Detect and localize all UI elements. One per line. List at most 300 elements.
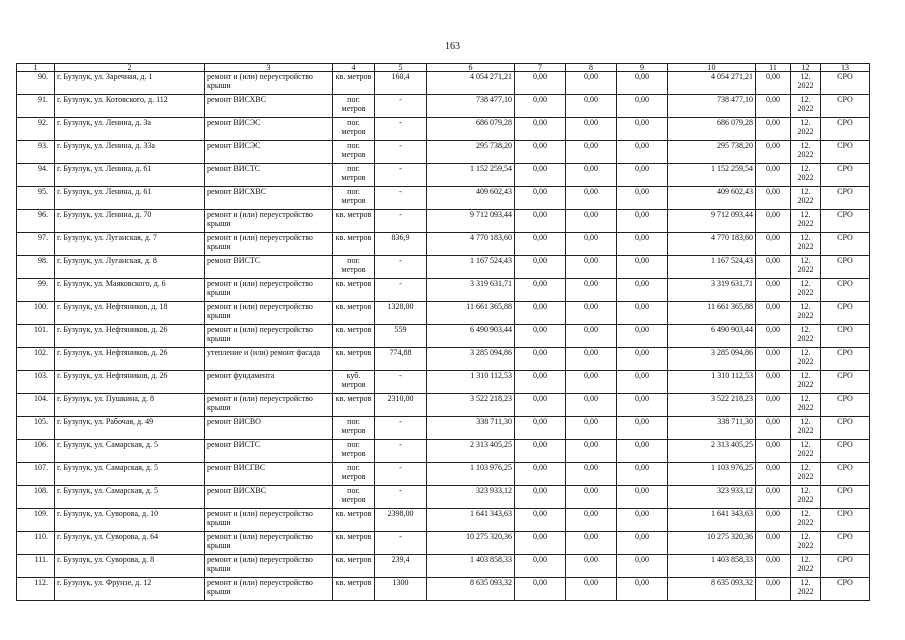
address-cell: г. Бузулук, ул. Ленина, д. 61 — [55, 187, 205, 210]
work-type-cell: ремонт фундамента — [205, 371, 333, 394]
method-cell: СРО — [821, 233, 870, 256]
quantity-cell: 160,4 — [375, 72, 427, 95]
unit-cell: пог. метров — [333, 486, 375, 509]
column-number: 5 — [375, 64, 427, 72]
total-cost-cell: 1 103 976,25 — [427, 463, 515, 486]
total-cost-cell: 6 490 903,44 — [427, 325, 515, 348]
method-cell: СРО — [821, 371, 870, 394]
fund-cell: 0,00 — [617, 532, 668, 555]
quantity-cell: - — [375, 417, 427, 440]
work-type-cell: ремонт и (или) переустройство крыши — [205, 302, 333, 325]
total-cost-cell: 1 310 112,53 — [427, 371, 515, 394]
fund-cell: 0,00 — [617, 72, 668, 95]
page-number: 163 — [445, 41, 460, 52]
row-number: 108. — [17, 486, 55, 509]
address-cell: г. Бузулук, ул. Самарская, д. 5 — [55, 486, 205, 509]
address-cell: г. Бузулук, ул. Ленина, д. 33а — [55, 141, 205, 164]
address-cell: г. Бузулук, ул. Пушкина, д. 8 — [55, 394, 205, 417]
fund-cell: 0,00 — [617, 440, 668, 463]
table-row — [17, 486, 870, 509]
method-cell: СРО — [821, 555, 870, 578]
fund-cell: 0,00 — [566, 72, 617, 95]
total-cost-cell: 1 641 343,63 — [427, 509, 515, 532]
fund-cell: 0,00 — [756, 532, 791, 555]
fund-cell: 0,00 — [756, 371, 791, 394]
method-cell: СРО — [821, 256, 870, 279]
table-row — [17, 509, 870, 532]
fund-cell: 0,00 — [756, 72, 791, 95]
quantity-cell: - — [375, 256, 427, 279]
fund-cell: 0,00 — [515, 394, 566, 417]
fund-cell: 0,00 — [515, 302, 566, 325]
column-number: 13 — [821, 64, 870, 72]
unit-cell: пог. метров — [333, 95, 375, 118]
table-row — [17, 233, 870, 256]
period-cell: 12. 2022 — [791, 118, 821, 141]
method-cell: СРО — [821, 532, 870, 555]
fund-cell: 0,00 — [515, 210, 566, 233]
work-type-cell: ремонт и (или) переустройство крыши — [205, 578, 333, 601]
row-number: 110. — [17, 532, 55, 555]
fund-total-cell: 3 285 094,86 — [668, 348, 756, 371]
column-number: 8 — [566, 64, 617, 72]
work-type-cell: ремонт ВИСТС — [205, 164, 333, 187]
address-cell: г. Бузулук, ул. Суворова, д. 64 — [55, 532, 205, 555]
fund-cell: 0,00 — [756, 141, 791, 164]
fund-cell: 0,00 — [566, 302, 617, 325]
column-number: 3 — [205, 64, 333, 72]
work-type-cell: ремонт ВИСЭС — [205, 141, 333, 164]
quantity-cell: - — [375, 463, 427, 486]
fund-cell: 0,00 — [566, 486, 617, 509]
address-cell: г. Бузулук, ул. Ленина, д. 61 — [55, 164, 205, 187]
table-row — [17, 348, 870, 371]
table-row — [17, 210, 870, 233]
fund-cell: 0,00 — [756, 440, 791, 463]
method-cell: СРО — [821, 440, 870, 463]
total-cost-cell: 295 738,20 — [427, 141, 515, 164]
fund-cell: 0,00 — [617, 578, 668, 601]
fund-cell: 0,00 — [756, 555, 791, 578]
quantity-cell: - — [375, 164, 427, 187]
fund-cell: 0,00 — [617, 417, 668, 440]
quantity-cell: - — [375, 141, 427, 164]
fund-cell: 0,00 — [515, 348, 566, 371]
row-number: 96. — [17, 210, 55, 233]
fund-total-cell: 295 738,20 — [668, 141, 756, 164]
fund-total-cell: 409 602,43 — [668, 187, 756, 210]
fund-cell: 0,00 — [566, 463, 617, 486]
row-number: 98. — [17, 256, 55, 279]
period-cell: 12. 2022 — [791, 578, 821, 601]
fund-cell: 0,00 — [566, 279, 617, 302]
work-type-cell: ремонт и (или) переустройство крыши — [205, 509, 333, 532]
quantity-cell: 1328,00 — [375, 302, 427, 325]
fund-cell: 0,00 — [756, 348, 791, 371]
unit-cell: пог. метров — [333, 440, 375, 463]
table-row — [17, 256, 870, 279]
fund-cell: 0,00 — [566, 256, 617, 279]
fund-cell: 0,00 — [756, 95, 791, 118]
method-cell: СРО — [821, 72, 870, 95]
fund-cell: 0,00 — [756, 279, 791, 302]
table-row — [17, 463, 870, 486]
period-cell: 12. 2022 — [791, 210, 821, 233]
row-number: 90. — [17, 72, 55, 95]
period-cell: 12. 2022 — [791, 256, 821, 279]
unit-cell: кв. метров — [333, 233, 375, 256]
quantity-cell: 2398,00 — [375, 509, 427, 532]
method-cell: СРО — [821, 578, 870, 601]
column-number: 10 — [668, 64, 756, 72]
fund-cell: 0,00 — [515, 578, 566, 601]
fund-cell: 0,00 — [617, 302, 668, 325]
quantity-cell: 239,4 — [375, 555, 427, 578]
table-row — [17, 72, 870, 95]
period-cell: 12. 2022 — [791, 302, 821, 325]
fund-cell: 0,00 — [617, 371, 668, 394]
method-cell: СРО — [821, 417, 870, 440]
table-row — [17, 164, 870, 187]
fund-cell: 0,00 — [515, 325, 566, 348]
table-row — [17, 95, 870, 118]
fund-cell: 0,00 — [617, 233, 668, 256]
address-cell: г. Бузулук, ул. Суворова, д. 8 — [55, 555, 205, 578]
address-cell: г. Бузулук, ул. Нефтяников, д. 18 — [55, 302, 205, 325]
row-number: 103. — [17, 371, 55, 394]
fund-cell: 0,00 — [617, 187, 668, 210]
fund-cell: 0,00 — [566, 532, 617, 555]
fund-cell: 0,00 — [756, 118, 791, 141]
fund-cell: 0,00 — [515, 95, 566, 118]
period-cell: 12. 2022 — [791, 325, 821, 348]
fund-cell: 0,00 — [756, 210, 791, 233]
fund-cell: 0,00 — [756, 256, 791, 279]
unit-cell: кв. метров — [333, 279, 375, 302]
address-cell: г. Бузулук, ул. Рабочая, д. 49 — [55, 417, 205, 440]
row-number: 112. — [17, 578, 55, 601]
fund-cell: 0,00 — [515, 164, 566, 187]
fund-total-cell: 10 275 320,36 — [668, 532, 756, 555]
fund-cell: 0,00 — [756, 164, 791, 187]
total-cost-cell: 11 661 365,88 — [427, 302, 515, 325]
row-number: 93. — [17, 141, 55, 164]
fund-cell: 0,00 — [566, 187, 617, 210]
fund-cell: 0,00 — [756, 394, 791, 417]
total-cost-cell: 3 319 631,71 — [427, 279, 515, 302]
fund-cell: 0,00 — [566, 210, 617, 233]
address-cell: г. Бузулук, ул. Самарская, д. 5 — [55, 463, 205, 486]
column-number: 7 — [515, 64, 566, 72]
period-cell: 12. 2022 — [791, 187, 821, 210]
table-body — [17, 72, 870, 601]
row-number: 106. — [17, 440, 55, 463]
fund-cell: 0,00 — [617, 118, 668, 141]
address-cell: г. Бузулук, ул. Заречная, д. 1 — [55, 72, 205, 95]
table-row — [17, 440, 870, 463]
total-cost-cell: 3 285 094,86 — [427, 348, 515, 371]
table-row — [17, 118, 870, 141]
address-cell: г. Бузулук, ул. Ленина, д. 3а — [55, 118, 205, 141]
row-number: 101. — [17, 325, 55, 348]
quantity-cell: 774,88 — [375, 348, 427, 371]
fund-cell: 0,00 — [756, 509, 791, 532]
total-cost-cell: 1 167 524,43 — [427, 256, 515, 279]
total-cost-cell: 3 522 218,23 — [427, 394, 515, 417]
period-cell: 12. 2022 — [791, 164, 821, 187]
address-cell: г. Бузулук, ул. Луганская, д. 8 — [55, 256, 205, 279]
period-cell: 12. 2022 — [791, 72, 821, 95]
fund-cell: 0,00 — [515, 233, 566, 256]
quantity-cell: - — [375, 187, 427, 210]
period-cell: 12. 2022 — [791, 141, 821, 164]
work-type-cell: ремонт ВИСЭС — [205, 118, 333, 141]
method-cell: СРО — [821, 187, 870, 210]
fund-cell: 0,00 — [756, 486, 791, 509]
fund-total-cell: 1 152 259,54 — [668, 164, 756, 187]
method-cell: СРО — [821, 95, 870, 118]
fund-cell: 0,00 — [515, 141, 566, 164]
fund-cell: 0,00 — [566, 509, 617, 532]
quantity-cell: - — [375, 279, 427, 302]
address-cell: г. Бузулук, ул. Нефтяников, д. 26 — [55, 348, 205, 371]
table-row — [17, 302, 870, 325]
fund-cell: 0,00 — [515, 187, 566, 210]
quantity-cell: - — [375, 532, 427, 555]
address-cell: г. Бузулук, ул. Ленина, д. 70 — [55, 210, 205, 233]
work-type-cell: ремонт и (или) переустройство крыши — [205, 72, 333, 95]
work-type-cell: ремонт ВИСТС — [205, 440, 333, 463]
unit-cell: кв. метров — [333, 210, 375, 233]
unit-cell: кв. метров — [333, 532, 375, 555]
total-cost-cell: 1 403 858,33 — [427, 555, 515, 578]
quantity-cell: 2310,00 — [375, 394, 427, 417]
fund-cell: 0,00 — [617, 95, 668, 118]
row-number: 99. — [17, 279, 55, 302]
work-type-cell: ремонт ВИСХВС — [205, 486, 333, 509]
unit-cell: кв. метров — [333, 72, 375, 95]
quantity-cell: 836,9 — [375, 233, 427, 256]
address-cell: г. Бузулук, ул. Фрунзе, д. 12 — [55, 578, 205, 601]
unit-cell: кв. метров — [333, 394, 375, 417]
unit-cell: кв. метров — [333, 578, 375, 601]
fund-cell: 0,00 — [617, 463, 668, 486]
unit-cell: кв. метров — [333, 348, 375, 371]
period-cell: 12. 2022 — [791, 394, 821, 417]
row-number: 91. — [17, 95, 55, 118]
method-cell: СРО — [821, 348, 870, 371]
total-cost-cell: 4 770 183,60 — [427, 233, 515, 256]
fund-cell: 0,00 — [515, 279, 566, 302]
fund-cell: 0,00 — [617, 210, 668, 233]
fund-cell: 0,00 — [515, 509, 566, 532]
table-row — [17, 532, 870, 555]
table-row — [17, 141, 870, 164]
unit-cell: пог. метров — [333, 164, 375, 187]
unit-cell: кв. метров — [333, 325, 375, 348]
quantity-cell: - — [375, 440, 427, 463]
fund-cell: 0,00 — [515, 371, 566, 394]
fund-cell: 0,00 — [617, 256, 668, 279]
fund-cell: 0,00 — [617, 394, 668, 417]
fund-cell: 0,00 — [617, 141, 668, 164]
fund-cell: 0,00 — [617, 164, 668, 187]
column-number-row — [17, 64, 870, 72]
column-number: 6 — [427, 64, 515, 72]
total-cost-cell: 409 602,43 — [427, 187, 515, 210]
fund-total-cell: 11 661 365,88 — [668, 302, 756, 325]
fund-cell: 0,00 — [566, 325, 617, 348]
fund-total-cell: 4 054 271,21 — [668, 72, 756, 95]
fund-total-cell: 3 522 218,23 — [668, 394, 756, 417]
fund-cell: 0,00 — [566, 164, 617, 187]
unit-cell: кв. метров — [333, 302, 375, 325]
fund-cell: 0,00 — [617, 348, 668, 371]
work-type-cell: утепление и (или) ремонт фасада — [205, 348, 333, 371]
fund-cell: 0,00 — [515, 440, 566, 463]
period-cell: 12. 2022 — [791, 486, 821, 509]
period-cell: 12. 2022 — [791, 509, 821, 532]
fund-total-cell: 1 641 343,63 — [668, 509, 756, 532]
fund-total-cell: 1 167 524,43 — [668, 256, 756, 279]
total-cost-cell: 9 712 093,44 — [427, 210, 515, 233]
fund-cell: 0,00 — [515, 463, 566, 486]
work-type-cell: ремонт ВИСТС — [205, 256, 333, 279]
column-number: 11 — [756, 64, 791, 72]
fund-cell: 0,00 — [756, 417, 791, 440]
fund-cell: 0,00 — [617, 509, 668, 532]
fund-cell: 0,00 — [566, 394, 617, 417]
work-type-cell: ремонт и (или) переустройство крыши — [205, 279, 333, 302]
work-type-cell: ремонт ВИСВО — [205, 417, 333, 440]
unit-cell: кв. метров — [333, 509, 375, 532]
quantity-cell: - — [375, 118, 427, 141]
fund-cell: 0,00 — [566, 371, 617, 394]
work-type-cell: ремонт ВИСХВС — [205, 95, 333, 118]
method-cell: СРО — [821, 394, 870, 417]
unit-cell: пог. метров — [333, 187, 375, 210]
work-type-cell: ремонт и (или) переустройство крыши — [205, 532, 333, 555]
period-cell: 12. 2022 — [791, 371, 821, 394]
table-row — [17, 578, 870, 601]
fund-cell: 0,00 — [756, 233, 791, 256]
fund-cell: 0,00 — [566, 555, 617, 578]
method-cell: СРО — [821, 486, 870, 509]
row-number: 104. — [17, 394, 55, 417]
fund-cell: 0,00 — [617, 486, 668, 509]
row-number: 100. — [17, 302, 55, 325]
fund-total-cell: 6 490 903,44 — [668, 325, 756, 348]
period-cell: 12. 2022 — [791, 279, 821, 302]
table-row — [17, 279, 870, 302]
fund-cell: 0,00 — [566, 233, 617, 256]
fund-cell: 0,00 — [566, 141, 617, 164]
fund-total-cell: 686 079,28 — [668, 118, 756, 141]
work-type-cell: ремонт ВИСХВС — [205, 187, 333, 210]
period-cell: 12. 2022 — [791, 532, 821, 555]
fund-cell: 0,00 — [515, 72, 566, 95]
method-cell: СРО — [821, 463, 870, 486]
quantity-cell: - — [375, 210, 427, 233]
row-number: 97. — [17, 233, 55, 256]
address-cell: г. Бузулук, ул. Суворова, д. 10 — [55, 509, 205, 532]
fund-cell: 0,00 — [756, 302, 791, 325]
period-cell: 12. 2022 — [791, 417, 821, 440]
column-number: 9 — [617, 64, 668, 72]
row-number: 111. — [17, 555, 55, 578]
work-type-cell: ремонт ВИСГВС — [205, 463, 333, 486]
row-number: 94. — [17, 164, 55, 187]
period-cell: 12. 2022 — [791, 233, 821, 256]
fund-cell: 0,00 — [566, 578, 617, 601]
period-cell: 12. 2022 — [791, 555, 821, 578]
quantity-cell: - — [375, 371, 427, 394]
address-cell: г. Бузулук, ул. Котовского, д. 112 — [55, 95, 205, 118]
fund-cell: 0,00 — [566, 440, 617, 463]
fund-cell: 0,00 — [566, 95, 617, 118]
fund-cell: 0,00 — [515, 118, 566, 141]
column-number: 2 — [55, 64, 205, 72]
table-row — [17, 187, 870, 210]
fund-cell: 0,00 — [617, 555, 668, 578]
fund-cell: 0,00 — [515, 417, 566, 440]
work-type-cell: ремонт и (или) переустройство крыши — [205, 394, 333, 417]
fund-cell: 0,00 — [515, 555, 566, 578]
address-cell: г. Бузулук, ул. Нефтяников, д. 26 — [55, 325, 205, 348]
method-cell: СРО — [821, 325, 870, 348]
row-number: 105. — [17, 417, 55, 440]
total-cost-cell: 10 275 320,36 — [427, 532, 515, 555]
fund-total-cell: 9 712 093,44 — [668, 210, 756, 233]
row-number: 107. — [17, 463, 55, 486]
fund-cell: 0,00 — [756, 187, 791, 210]
unit-cell: пог. метров — [333, 463, 375, 486]
total-cost-cell: 1 152 259,54 — [427, 164, 515, 187]
fund-cell: 0,00 — [756, 578, 791, 601]
fund-cell: 0,00 — [756, 325, 791, 348]
address-cell: г. Бузулук, ул. Маяковского, д. 6 — [55, 279, 205, 302]
fund-total-cell: 323 933,12 — [668, 486, 756, 509]
address-cell: г. Бузулук, ул. Нефтяников, д. 26 — [55, 371, 205, 394]
fund-total-cell: 338 711,30 — [668, 417, 756, 440]
work-type-cell: ремонт и (или) переустройство крыши — [205, 555, 333, 578]
fund-total-cell: 8 635 093,32 — [668, 578, 756, 601]
fund-total-cell: 2 313 405,25 — [668, 440, 756, 463]
table-row — [17, 325, 870, 348]
column-number: 4 — [333, 64, 375, 72]
column-number: 12 — [791, 64, 821, 72]
table-row — [17, 555, 870, 578]
row-number: 102. — [17, 348, 55, 371]
method-cell: СРО — [821, 164, 870, 187]
quantity-cell: 1300 — [375, 578, 427, 601]
total-cost-cell: 2 313 405,25 — [427, 440, 515, 463]
fund-cell: 0,00 — [566, 118, 617, 141]
total-cost-cell: 738 477,10 — [427, 95, 515, 118]
fund-cell: 0,00 — [515, 532, 566, 555]
method-cell: СРО — [821, 141, 870, 164]
period-cell: 12. 2022 — [791, 348, 821, 371]
work-type-cell: ремонт и (или) переустройство крыши — [205, 210, 333, 233]
fund-total-cell: 1 310 112,53 — [668, 371, 756, 394]
row-number: 109. — [17, 509, 55, 532]
fund-cell: 0,00 — [515, 486, 566, 509]
period-cell: 12. 2022 — [791, 463, 821, 486]
row-number: 92. — [17, 118, 55, 141]
fund-total-cell: 738 477,10 — [668, 95, 756, 118]
total-cost-cell: 8 635 093,32 — [427, 578, 515, 601]
work-type-cell: ремонт и (или) переустройство крыши — [205, 325, 333, 348]
